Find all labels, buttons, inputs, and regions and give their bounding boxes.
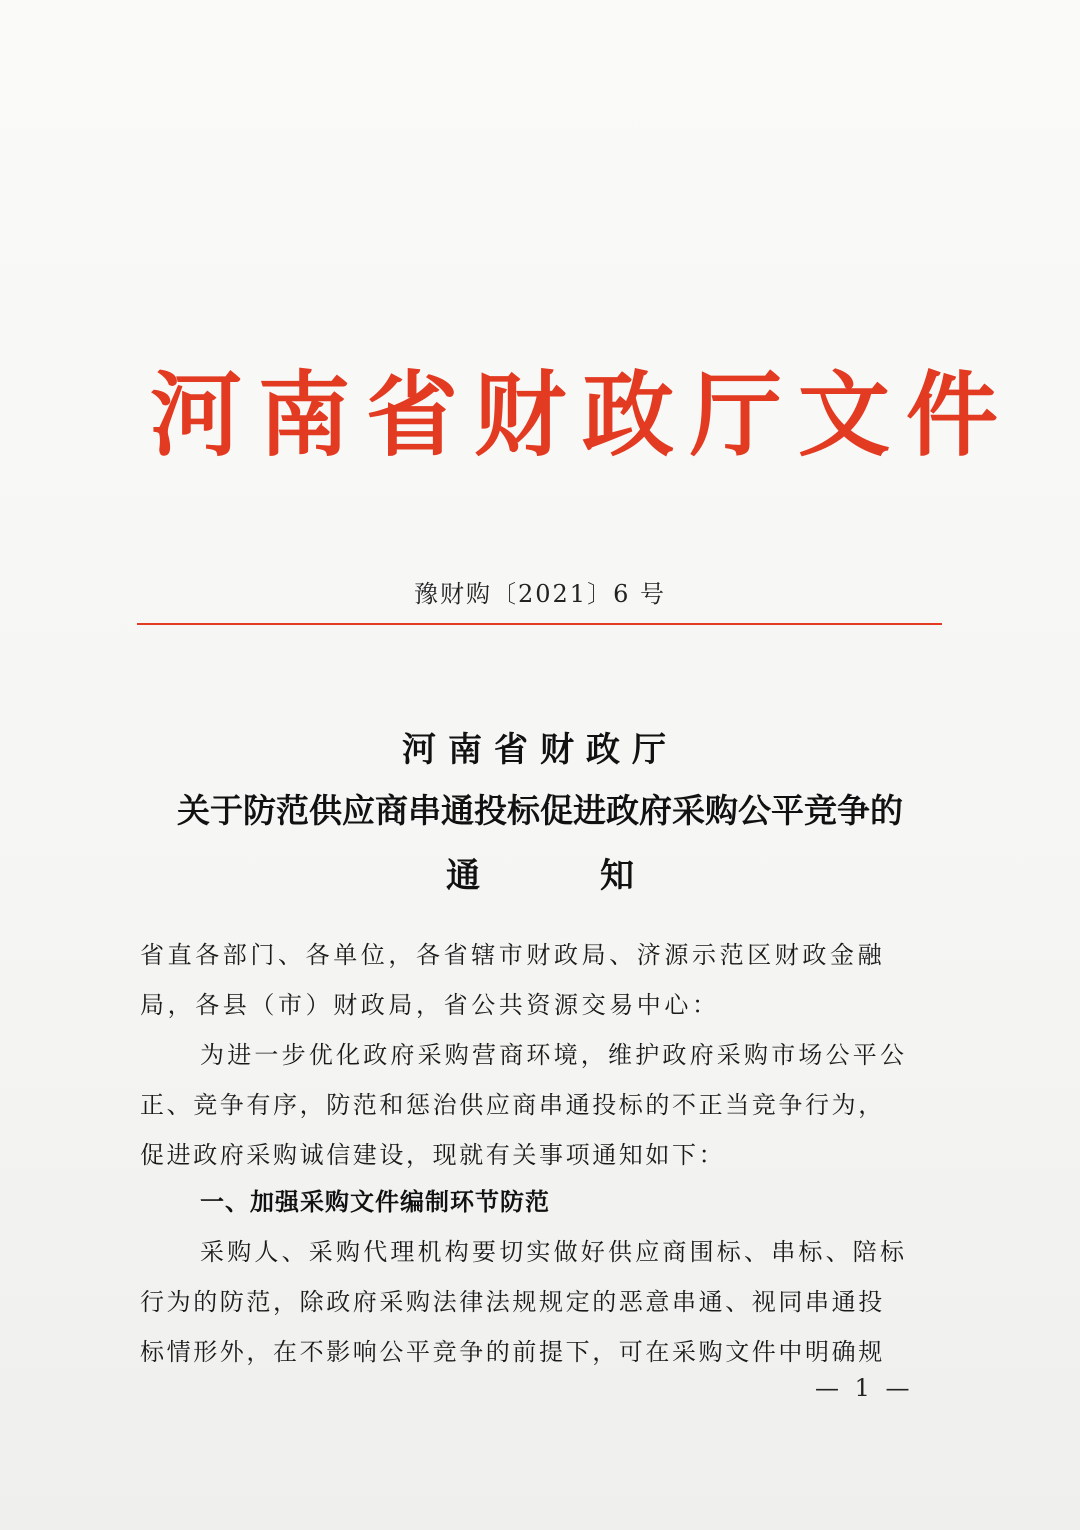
document-title-line-2: 关于防范供应商串通投标促进政府采购公平竞争的	[177, 791, 903, 830]
document-number: 豫财购〔2021〕6 号	[414, 580, 666, 608]
document-red-header: 河南省财政厅文件	[150, 361, 1015, 469]
addressee-line-1: 省直各部门、各单位，各省辖市财政局、济源示范区财政金融	[140, 941, 886, 969]
section-1-line-2: 行为的防范，除政府采购法律法规规定的恶意串通、视同串通投	[140, 1288, 885, 1316]
section-1-line-3: 标情形外，在不影响公平竞争的前提下，可在采购文件中明确规	[140, 1338, 885, 1366]
intro-line-1: 为进一步优化政府采购营商环境，维护政府采购市场公平公	[200, 1041, 908, 1069]
section-1-line-1: 采购人、采购代理机构要切实做好供应商围标、串标、陪标	[200, 1238, 908, 1266]
intro-line-2: 正、竞争有序，防范和惩治供应商串通投标的不正当竞争行为，	[140, 1091, 885, 1119]
document-title-line-1: 河南省财政厅	[402, 730, 678, 770]
document-title-line-3	[0, 848, 1080, 897]
title-char-zhi: 知	[600, 856, 634, 896]
page-number: — 1 —	[815, 1374, 914, 1402]
title-char-tong: 通	[446, 856, 480, 896]
red-separator-line	[137, 623, 942, 625]
addressee-line-2: 局，各县（市）财政局，省公共资源交易中心：	[140, 991, 720, 1019]
section-1-heading: 一、加强采购文件编制环节防范	[200, 1188, 550, 1216]
intro-line-3: 促进政府采购诚信建设，现就有关事项通知如下：	[140, 1141, 726, 1169]
